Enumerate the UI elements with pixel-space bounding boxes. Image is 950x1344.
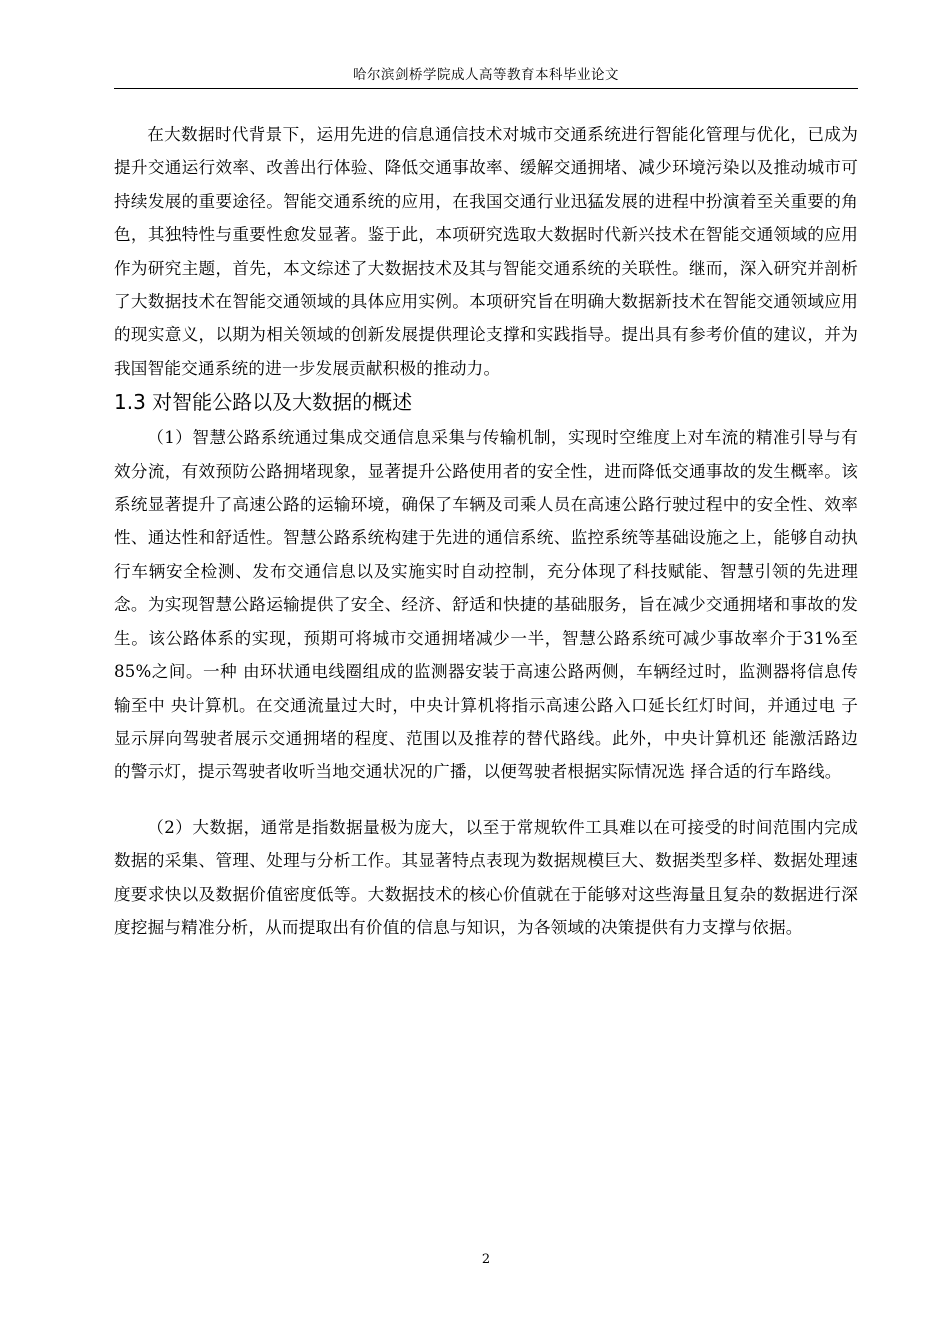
page-number: 2 — [481, 1252, 491, 1267]
intro-paragraph: 在大数据时代背景下，运用先进的信息通信技术对城市交通系统进行智能化管理与优化，已成为提升交通运行效率、改善出行体验、降低交通事故率、缓解交通拥堵、减少环境污染以及推动城市可持续发展的重要途径。智能交通系统的应用，在我国交通行业迅猛发展的进程中扮演着至关重要的角色，其独特性与重要性愈发显著。鉴于此，本项研究选取大数据时代新兴技术在智能交通领域的应用作为研究主题，首先，本文综述了大数据技术及其与智能交通系统的关联性。继而，深入研究并剖析了大数据技术在智能交通领域的具体应用实例。本项研究旨在明确大数据新技术在智能交通领域应用的现实意义，以期为相关领域的创新发展提供理论支撑和实践指导。提出具有参考价值的建议，并为我国智能交通系统的进一步发展贡献积极的推动力。 — [114, 125, 858, 378]
paragraph-smart-highway: （1）智慧公路系统通过集成交通信息采集与传输机制，实现时空维度上对车流的精准引导与有效分流，有效预防公路拥堵现象，显著提升公路使用者的安全性，进而降低交通事故的发生概率。该系统显著提升了高速公路的运输环境，确保了车辆及司乘人员在高速公路行驶过程中的安全性、效率性、通达性和舒适性。智慧公路系统构建于先进的通信系统、监控系统等基础设施之上，能够自动执行车辆安全检测、发布交通信息以及实施实时自动控制，充分体现了科技赋能、智慧引领的先进理念。为实现智慧公路运输提供了安全、经济、舒适和快捷的基础服务，旨在减少交通拥堵和事故的发生。该公路体系的实现，预期可将城市交通拥堵减少一半，智慧公路系统可减少事故率介于31%至 85%之间。一种 由环状通电线圈组成的监测器安装于高速公路两侧，车辆经过时，监测器将信息传输至中 央计算机。在交通流量过大时，中央计算机将指示高速公路入口延长红灯时间，并通过电 子显示屏向驾驶者展示交通拥堵的程度、范围以及推荐的替代路线。此外，中央计算机还 能激活路边的警示灯，提示驾驶者收听当地交通状况的广播，以便驾驶者根据实际情况选 择合适的行车路线。 — [114, 428, 858, 782]
paragraph-big-data: （2）大数据，通常是指数据量极为庞大，以至于常规软件工具难以在可接受的时间范围内完成数据的采集、管理、处理与分析工作。其显著特点表现为数据规模巨大、数据类型多样、数据处理速度要求快以及数据价值密度低等。大数据技术的核心价值就在于能够对这些海量且复杂的数据进行深度挖掘与精准分析，从而提取出有价值的信息与知识，为各领域的决策提供有力支撑与依据。 — [114, 817, 858, 937]
page-content — [114, 118, 858, 944]
page-header-title: 哈尔滨剑桥学院成人高等教育本科毕业论文 — [353, 67, 619, 83]
paragraph-spacer — [114, 789, 858, 811]
section-heading: 1.3 对智能公路以及大数据的概述 — [114, 390, 413, 415]
header-divider — [114, 88, 858, 89]
